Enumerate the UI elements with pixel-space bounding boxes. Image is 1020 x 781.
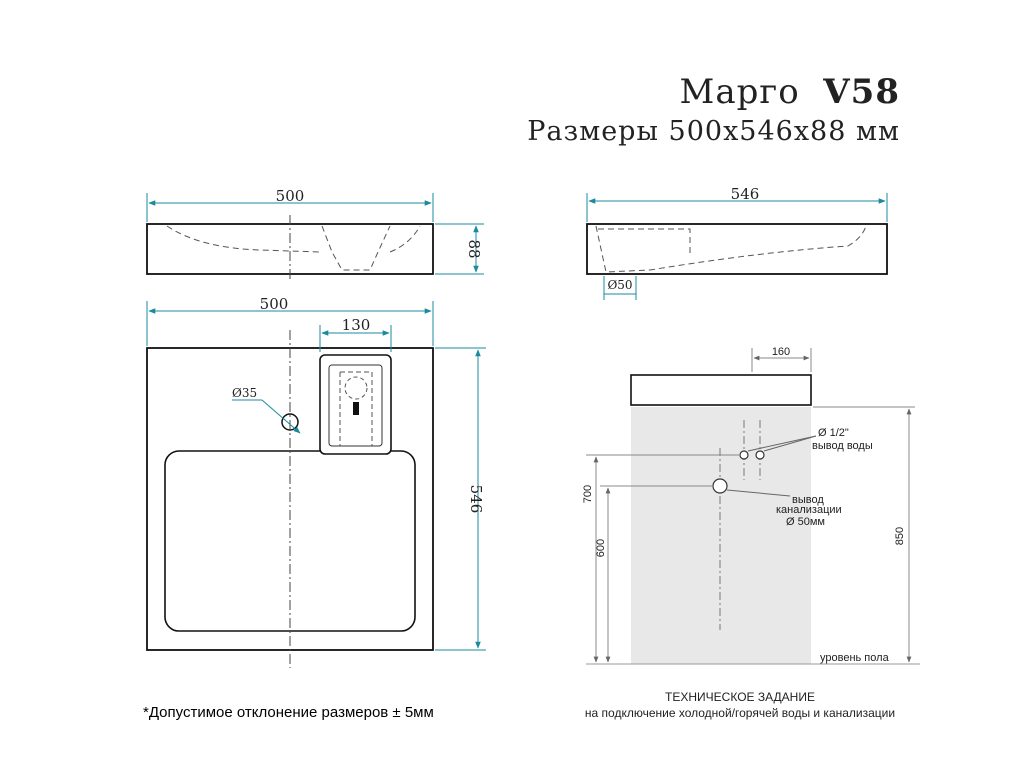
drain-dia-label: Ø50 — [607, 278, 633, 292]
overflow-slot — [353, 402, 359, 415]
spec-subtitle: на подключение холодной/горячей воды и канализации — [584, 706, 896, 720]
water-outlet-label: вывод воды — [812, 440, 873, 452]
height-850-label: 850 — [894, 526, 906, 546]
width-label-front: 500 — [275, 187, 305, 205]
tolerance-note: *Допустимое отклонение размеров ± 5мм — [143, 704, 434, 721]
installation-diagram — [582, 346, 920, 664]
spec-title: ТЕХНИЧЕСКОЕ ЗАДАНИЕ — [665, 690, 815, 704]
cold-water-outlet — [740, 451, 748, 459]
drain-outlet — [713, 479, 727, 493]
height-700-label: 700 — [582, 484, 594, 504]
hot-water-outlet — [756, 451, 764, 459]
side-view-outline — [587, 224, 887, 274]
plan-view — [147, 295, 486, 668]
faucet-width-label: 130 — [341, 316, 371, 334]
tech-spec-caption — [560, 689, 920, 721]
side-view — [587, 185, 887, 300]
width-label-plan: 500 — [259, 295, 289, 313]
drain-label-1: вывод — [792, 494, 824, 506]
length-label-side: 546 — [730, 185, 760, 203]
drain-label-2: канализации — [776, 504, 842, 516]
pipe-size-label: Ø 1/2" — [818, 427, 849, 439]
front-view-outline — [147, 224, 433, 274]
installed-basin — [631, 375, 811, 405]
brand-name: Марго — [679, 72, 800, 112]
height-600-label: 600 — [595, 538, 607, 558]
offset-label: 160 — [771, 346, 791, 358]
front-view — [147, 187, 484, 282]
model-name: V58 — [823, 72, 900, 112]
drain-label-3: Ø 50мм — [786, 516, 825, 528]
hole-dia-label: Ø35 — [232, 386, 258, 400]
floor-label: уровень пола — [820, 652, 889, 664]
size-subtitle: Размеры 500х546х88 мм — [527, 116, 900, 147]
depth-label-plan: 546 — [467, 484, 485, 514]
height-label: 88 — [465, 239, 483, 259]
